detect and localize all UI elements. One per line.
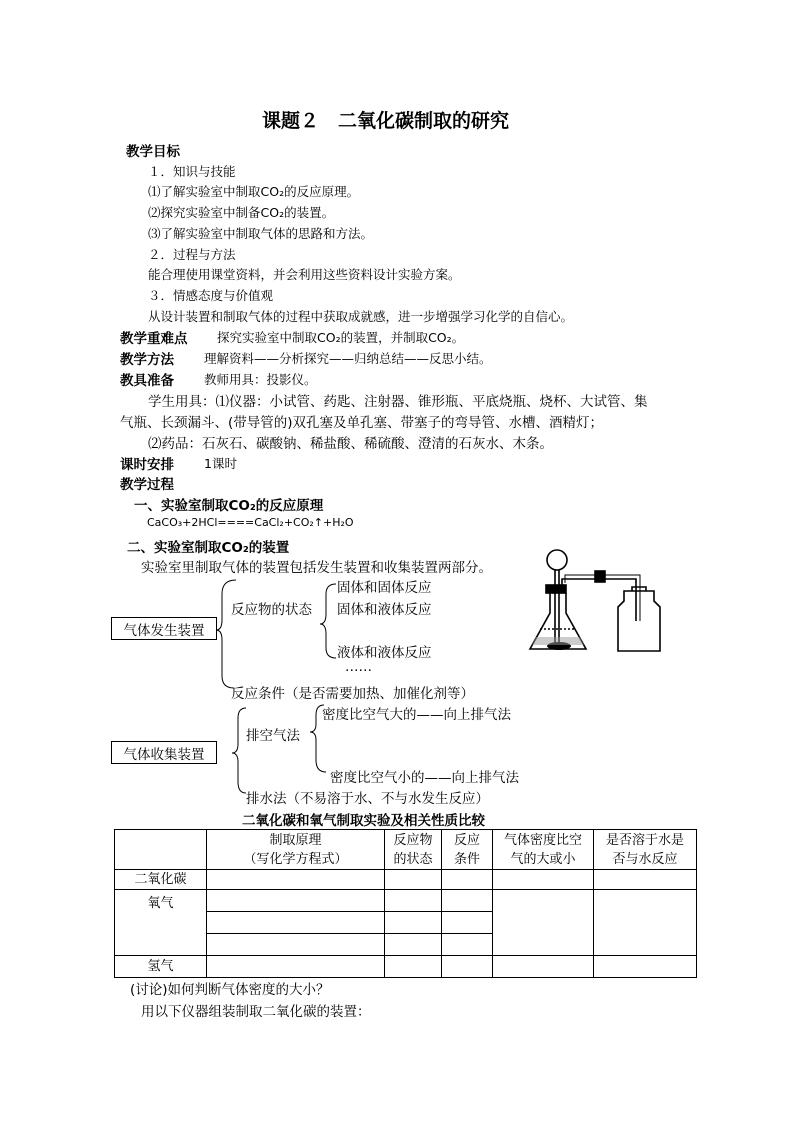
table-header-row — [115, 830, 697, 870]
air-method-label: 排空气法 — [246, 728, 300, 744]
equipment-student-line: 学生用具：⑴仪器：小试管、药匙、注射器、锥形瓶、平底烧瓶、烧杯、大试管、集 — [148, 394, 648, 410]
state-item: …… — [345, 659, 372, 675]
table-cell — [207, 912, 385, 934]
schedule-text: 1课时 — [204, 456, 237, 471]
method-text: 理解资料——分析探究——归纳总结——反思小结。 — [204, 351, 492, 366]
table-cell — [493, 890, 594, 956]
table-cell — [207, 870, 385, 890]
row-label: 氢气 — [115, 956, 207, 978]
row-label: 二氧化碳 — [115, 870, 207, 890]
table-cell — [594, 956, 697, 978]
equipment-student-line: 气瓶、长颈漏斗、(带导管的)双孔塞及单孔塞、带塞子的弯导管、水槽、酒精灯； — [120, 415, 604, 431]
closing-text: 用以下仪器组装制取二氧化碳的装置： — [141, 1004, 371, 1020]
header-cell: 气体密度比空 气的大或小 — [493, 830, 594, 870]
discussion-text: (讨论)如何判断气体密度的大小？ — [130, 982, 330, 998]
equipment-label: 教具准备 — [120, 373, 174, 389]
header-cell: 反应物 的状态 — [385, 830, 442, 870]
table-caption: 二氧化碳和氧气制取实验及相关性质比较 — [242, 813, 485, 829]
air-item: 密度比空气小的——向上排气法 — [330, 770, 519, 786]
objective-item: 从设计装置和制取气体的过程中获取成就感，进一步增强学习化学的自信心。 — [148, 309, 574, 324]
header-cell — [115, 830, 207, 870]
section-2-heading: 二、实验室制取CO₂的装置 — [127, 540, 290, 556]
table-cell — [442, 870, 493, 890]
key-points-label: 教学重难点 — [120, 331, 188, 347]
table-cell — [594, 870, 697, 890]
generation-device-box — [111, 617, 217, 640]
table-cell — [442, 890, 493, 912]
key-points-text: 探究实验室中制取CO₂的装置，并制取CO₂。 — [217, 330, 465, 345]
section-2-intro: 实验室里制取气体的装置包括发生装置和收集装置两部分。 — [141, 560, 492, 576]
table-row — [115, 956, 697, 978]
table-cell — [207, 934, 385, 956]
state-item: 液体和液体反应 — [337, 645, 432, 661]
table-cell — [385, 890, 442, 912]
header-cell: 是否溶于水是 否与水反应 — [594, 830, 697, 870]
table-cell — [442, 934, 493, 956]
table-cell — [442, 956, 493, 978]
table-cell — [493, 870, 594, 890]
table-cell — [385, 870, 442, 890]
header-cell: 反应 条件 — [442, 830, 493, 870]
objective-item: ⑵探究实验室中制备CO₂的装置。 — [148, 205, 335, 220]
header-cell: 制取原理 （写化学方程式） — [207, 830, 385, 870]
objective-item: ⑶了解实验室中制取气体的思路和方法。 — [148, 226, 374, 241]
table-cell — [207, 956, 385, 978]
objective-item: ２．过程与方法 — [148, 247, 236, 262]
section-1-heading: 一、实验室制取CO₂的反应原理 — [134, 498, 324, 514]
table-cell — [207, 890, 385, 912]
row-label: 氧气 — [115, 890, 207, 956]
reactant-state-label: 反应物的状态 — [231, 602, 312, 618]
table-row — [115, 870, 697, 890]
table-cell — [385, 912, 442, 934]
table-row — [115, 890, 697, 912]
table-cell — [493, 956, 594, 978]
air-item: 密度比空气大的——向上排气法 — [322, 707, 511, 723]
table-cell — [385, 956, 442, 978]
page-title: 课题２ 二氧化碳制取的研究 — [262, 110, 510, 132]
equipment-teacher: 教师用具：投影仪。 — [204, 372, 317, 387]
collection-device-label: 气体收集装置 — [123, 746, 205, 763]
collection-device-box — [111, 741, 217, 764]
process-label: 教学过程 — [120, 477, 174, 493]
objective-item: 能合理使用课堂资料，并会利用这些资料设计实验方案。 — [148, 267, 461, 282]
table-cell — [385, 934, 442, 956]
objective-item: ３．情感态度与价值观 — [148, 288, 274, 303]
reaction-equation: CaCO₃+2HCl====CaCl₂+CO₂↑+H₂O — [147, 516, 354, 529]
generation-device-label: 气体发生装置 — [123, 622, 205, 639]
table-cell — [442, 912, 493, 934]
comparison-table — [114, 829, 697, 978]
objective-item: １．知识与技能 — [148, 164, 236, 179]
table-cell — [594, 890, 697, 956]
state-item: 固体和固体反应 — [337, 580, 432, 596]
schedule-label: 课时安排 — [120, 457, 174, 473]
objective-item: ⑴了解实验室中制取CO₂的反应原理。 — [148, 184, 360, 199]
condition-label: 反应条件（是否需要加热、加催化剂等） — [231, 686, 474, 702]
objectives-heading: 教学目标 — [126, 144, 180, 160]
equipment-student-line: ⑵药品：石灰石、碳酸钠、稀盐酸、稀硫酸、澄清的石灰水、木条。 — [148, 436, 553, 452]
water-method-label: 排水法（不易溶于水、不与水发生反应） — [246, 791, 489, 807]
method-label: 教学方法 — [120, 352, 174, 368]
co2-apparatus-illustration — [520, 545, 670, 660]
state-item: 固体和液体反应 — [337, 602, 432, 618]
